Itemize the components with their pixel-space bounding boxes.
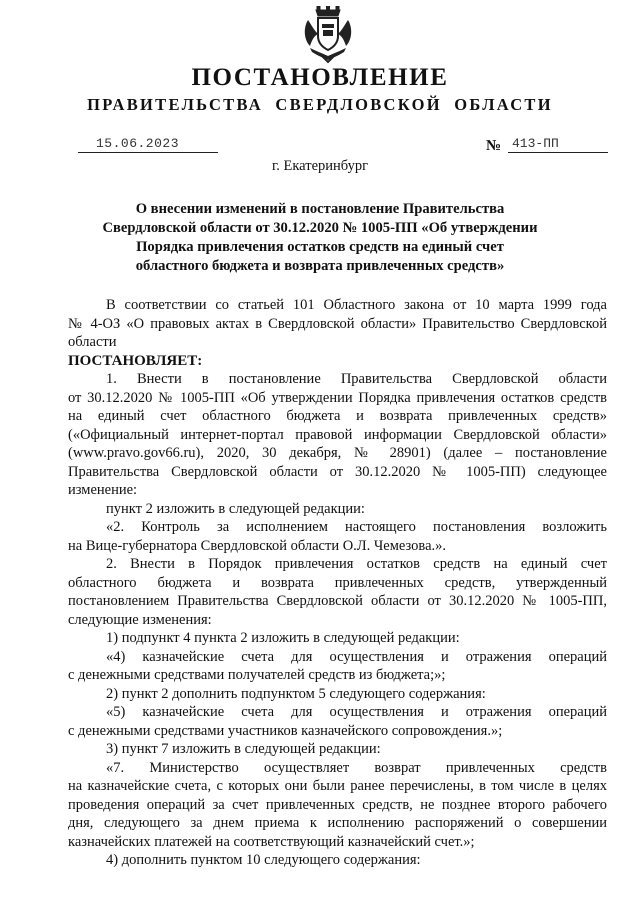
number-label: №	[486, 138, 502, 154]
text-line: пункт 2 изложить в следующей редакции:	[106, 500, 365, 517]
text-line: «4) казначейские счета для осуществления и отражения операций	[106, 648, 607, 665]
coat-of-arms-emblem	[302, 6, 354, 64]
document-body	[68, 296, 607, 870]
text-line: Правительства Свердловской области от 30.12.2020 № 1005-ПП) следующее	[68, 463, 607, 480]
decree-word: ПОСТАНОВЛЯЕТ:	[68, 352, 203, 369]
text-line: В соответствии со статьей 101 Областного закона от 10 марта 1999 года	[106, 297, 607, 313]
text-line: 4) дополнить пунктом 10 следующего содержания:	[106, 852, 421, 868]
document-title: ПОСТАНОВЛЕНИЕ	[191, 64, 449, 91]
quote-2	[68, 648, 607, 685]
text-line: проведения операций за счет привлеченных средств, не позднее второго рабочего	[68, 796, 607, 813]
text-line: 1) подпункт 4 пункта 2 изложить в следующей редакции:	[106, 630, 460, 646]
quote-4	[68, 759, 607, 852]
text-line: дня, следующего за днем приема к исполнению распоряжений о совершении	[68, 815, 607, 831]
text-line: областного бюджета и возврата привлеченных средств, утвержденный	[68, 574, 607, 591]
heading-line: областного бюджета и возврата привлеченных средств»	[135, 258, 505, 274]
text-line: «7. Министерство осуществляет возврат привлеченных средств	[106, 759, 607, 776]
heading-line: Свердловской области от 30.12.2020 № 1005-ПП «Об утверждении	[102, 220, 538, 236]
intro-paragraph	[68, 296, 607, 352]
text-line: 2. Внести в Порядок привлечения остатков средств на единый счет	[106, 556, 607, 572]
text-line: от 30.12.2020 № 1005-ПП «Об утверждении Порядка привлечения остатков средств	[68, 389, 607, 406]
text-line: «5) казначейские счета для осуществления и отражения операций	[106, 704, 607, 720]
text-line: 1. Внести в постановление Правительства Свердловской области	[106, 371, 607, 387]
text-line: с денежными средствами участников казначейского сопровождения.»;	[68, 722, 503, 739]
text-line: № 4-ОЗ «О правовых актах в Свердловской области» Правительство Свердловской	[68, 315, 607, 332]
paragraph-1	[68, 370, 607, 500]
heading-line: Порядка привлечения остатков средств на единый счет	[136, 239, 504, 255]
text-line: с денежными средствами получателей средств из бюджета;»;	[68, 667, 446, 683]
number-underline	[508, 152, 608, 153]
quote-1	[68, 518, 607, 555]
paragraph-2	[68, 555, 607, 629]
document-date: 15.06.2023	[96, 136, 180, 151]
text-line: области	[68, 334, 117, 350]
text-line: следующие изменения:	[68, 611, 212, 628]
text-line: «2. Контроль за исполнением настоящего постановления возложить	[106, 519, 607, 535]
text-line: на Вице-губернатора Свердловской области О.Л. Чемезова.».	[68, 537, 447, 554]
text-line: постановлением Правительства Свердловской области от 30.12.2020 № 1005-ПП,	[68, 593, 607, 609]
text-line: («Официальный интернет-портал правовой информации Свердловской области»	[68, 426, 607, 443]
date-underline	[78, 152, 218, 153]
text-line: (www.pravo.gov66.ru), 2020, 30 декабря, № 28901) (далее – постановление	[68, 445, 607, 461]
text-line: 2) пункт 2 дополнить подпунктом 5 следующего содержания:	[106, 685, 486, 702]
text-line: на казначейские счета, с которых они были ранее перечислены, в том числе в целях	[68, 778, 607, 794]
text-line: изменение:	[68, 482, 138, 498]
text-line: на единый счет областного бюджета и возврата привлеченных средств»	[68, 408, 607, 424]
document-heading	[60, 200, 580, 276]
text-line: казначейских платежей на соответствующий казначейский счет.»;	[68, 833, 475, 850]
document-city: г. Екатеринбург	[271, 158, 369, 174]
quote-3	[68, 703, 607, 740]
text-line: 3) пункт 7 изложить в следующей редакции:	[106, 741, 381, 757]
document-number: 413-ПП	[512, 136, 559, 151]
document-subtitle: ПРАВИТЕЛЬСТВА СВЕРДЛОВСКОЙ ОБЛАСТИ	[87, 95, 553, 114]
heading-line: О внесении изменений в постановление Правительства	[135, 201, 505, 217]
